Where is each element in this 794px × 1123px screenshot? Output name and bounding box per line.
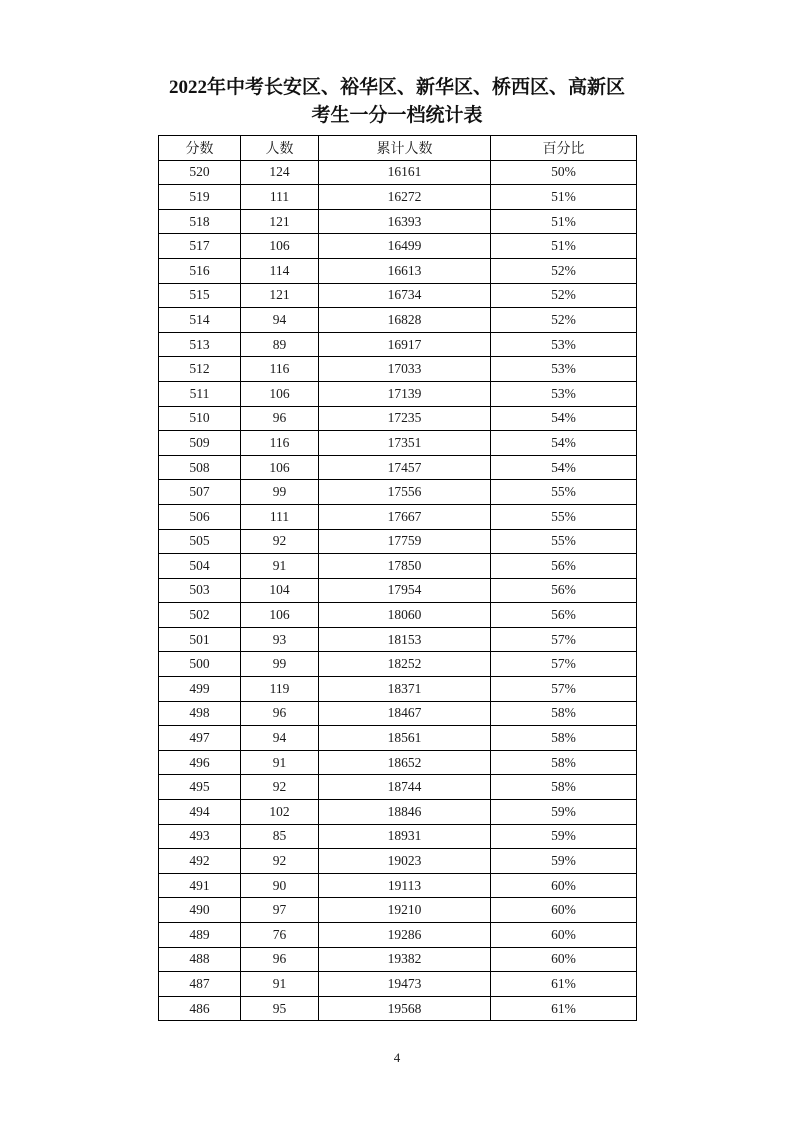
cell-score: 507 — [159, 480, 241, 505]
cell-count: 89 — [241, 332, 319, 357]
table-body — [159, 160, 637, 1021]
table-row — [159, 775, 637, 800]
cell-cumulative-count: 19382 — [319, 947, 491, 972]
cell-percentage: 58% — [491, 775, 637, 800]
cell-count: 92 — [241, 849, 319, 874]
cell-cumulative-count: 16272 — [319, 185, 491, 210]
cell-score: 495 — [159, 775, 241, 800]
table-row — [159, 726, 637, 751]
table-header-row — [159, 136, 637, 161]
table-row — [159, 431, 637, 456]
table-row — [159, 357, 637, 382]
cell-cumulative-count: 19286 — [319, 923, 491, 948]
cell-score: 520 — [159, 160, 241, 185]
cell-percentage: 60% — [491, 873, 637, 898]
cell-score: 506 — [159, 504, 241, 529]
cell-count: 96 — [241, 406, 319, 431]
cell-score: 503 — [159, 578, 241, 603]
cell-cumulative-count: 16393 — [319, 209, 491, 234]
cell-score: 492 — [159, 849, 241, 874]
cell-percentage: 50% — [491, 160, 637, 185]
cell-score: 500 — [159, 652, 241, 677]
cell-score: 494 — [159, 800, 241, 825]
cell-score: 516 — [159, 258, 241, 283]
cell-count: 95 — [241, 996, 319, 1021]
cell-count: 96 — [241, 947, 319, 972]
cell-percentage: 57% — [491, 677, 637, 702]
cell-count: 102 — [241, 800, 319, 825]
cell-count: 106 — [241, 455, 319, 480]
cell-count: 94 — [241, 726, 319, 751]
cell-score: 488 — [159, 947, 241, 972]
cell-count: 91 — [241, 972, 319, 997]
cell-score: 487 — [159, 972, 241, 997]
cell-percentage: 58% — [491, 726, 637, 751]
document-title-line-2: 考生一分一档统计表 — [311, 105, 483, 126]
table-row — [159, 947, 637, 972]
cell-cumulative-count: 18931 — [319, 824, 491, 849]
cell-score: 513 — [159, 332, 241, 357]
cell-cumulative-count: 16161 — [319, 160, 491, 185]
cell-cumulative-count: 17457 — [319, 455, 491, 480]
table-row — [159, 578, 637, 603]
cell-cumulative-count: 17954 — [319, 578, 491, 603]
cell-score: 491 — [159, 873, 241, 898]
table-row — [159, 504, 637, 529]
cell-score: 502 — [159, 603, 241, 628]
cell-cumulative-count: 16499 — [319, 234, 491, 259]
cell-cumulative-count: 16917 — [319, 332, 491, 357]
cell-cumulative-count: 17850 — [319, 554, 491, 579]
cell-percentage: 60% — [491, 923, 637, 948]
cell-percentage: 56% — [491, 554, 637, 579]
score-distribution-table — [158, 135, 637, 1021]
cell-count: 91 — [241, 750, 319, 775]
document-title-line-1: 2022年中考长安区、裕华区、新华区、桥西区、高新区 — [168, 77, 625, 98]
cell-count: 96 — [241, 701, 319, 726]
cell-percentage: 57% — [491, 652, 637, 677]
cell-score: 501 — [159, 627, 241, 652]
cell-count: 92 — [241, 529, 319, 554]
cell-percentage: 61% — [491, 972, 637, 997]
cell-cumulative-count: 18371 — [319, 677, 491, 702]
cell-count: 106 — [241, 603, 319, 628]
cell-score: 515 — [159, 283, 241, 308]
cell-count: 124 — [241, 160, 319, 185]
cell-count: 92 — [241, 775, 319, 800]
cell-count: 85 — [241, 824, 319, 849]
table-row — [159, 209, 637, 234]
table-row — [159, 381, 637, 406]
cell-score: 493 — [159, 824, 241, 849]
cell-score: 518 — [159, 209, 241, 234]
table-row — [159, 283, 637, 308]
cell-cumulative-count: 18744 — [319, 775, 491, 800]
cell-count: 121 — [241, 283, 319, 308]
table-row — [159, 824, 637, 849]
cell-count: 119 — [241, 677, 319, 702]
cell-cumulative-count: 18561 — [319, 726, 491, 751]
cell-score: 496 — [159, 750, 241, 775]
cell-percentage: 55% — [491, 480, 637, 505]
table-row — [159, 996, 637, 1021]
table-row — [159, 849, 637, 874]
cell-percentage: 59% — [491, 849, 637, 874]
table-row — [159, 652, 637, 677]
cell-cumulative-count: 17351 — [319, 431, 491, 456]
cell-percentage: 51% — [491, 234, 637, 259]
cell-cumulative-count: 18252 — [319, 652, 491, 677]
cell-score: 508 — [159, 455, 241, 480]
cell-cumulative-count: 19113 — [319, 873, 491, 898]
cell-percentage: 54% — [491, 431, 637, 456]
table-row — [159, 529, 637, 554]
table-row — [159, 873, 637, 898]
cell-percentage: 57% — [491, 627, 637, 652]
page-number: 4 — [393, 1050, 401, 1065]
cell-percentage: 52% — [491, 283, 637, 308]
cell-percentage: 53% — [491, 332, 637, 357]
cell-count: 99 — [241, 652, 319, 677]
cell-cumulative-count: 16734 — [319, 283, 491, 308]
table-row — [159, 677, 637, 702]
table-row — [159, 480, 637, 505]
cell-percentage: 56% — [491, 578, 637, 603]
cell-score: 511 — [159, 381, 241, 406]
cell-count: 121 — [241, 209, 319, 234]
header-count: 人数 — [241, 136, 319, 161]
table-row — [159, 898, 637, 923]
cell-score: 505 — [159, 529, 241, 554]
cell-score: 489 — [159, 923, 241, 948]
cell-percentage: 60% — [491, 898, 637, 923]
cell-score: 517 — [159, 234, 241, 259]
header-cumulative-count: 累计人数 — [319, 136, 491, 161]
cell-cumulative-count: 19023 — [319, 849, 491, 874]
table-row — [159, 923, 637, 948]
table-row — [159, 627, 637, 652]
table-row — [159, 603, 637, 628]
cell-score: 499 — [159, 677, 241, 702]
table-row — [159, 701, 637, 726]
cell-count: 94 — [241, 308, 319, 333]
cell-cumulative-count: 17556 — [319, 480, 491, 505]
cell-count: 114 — [241, 258, 319, 283]
cell-score: 509 — [159, 431, 241, 456]
cell-percentage: 55% — [491, 529, 637, 554]
cell-cumulative-count: 19473 — [319, 972, 491, 997]
cell-cumulative-count: 17759 — [319, 529, 491, 554]
cell-percentage: 58% — [491, 701, 637, 726]
cell-cumulative-count: 18652 — [319, 750, 491, 775]
table-row — [159, 234, 637, 259]
table-row — [159, 972, 637, 997]
table-row — [159, 185, 637, 210]
table-row — [159, 554, 637, 579]
table-row — [159, 308, 637, 333]
cell-count: 90 — [241, 873, 319, 898]
cell-cumulative-count: 17235 — [319, 406, 491, 431]
cell-percentage: 60% — [491, 947, 637, 972]
cell-count: 97 — [241, 898, 319, 923]
cell-count: 106 — [241, 381, 319, 406]
cell-percentage: 53% — [491, 357, 637, 382]
cell-count: 116 — [241, 431, 319, 456]
cell-cumulative-count: 18467 — [319, 701, 491, 726]
table-row — [159, 406, 637, 431]
cell-cumulative-count: 18060 — [319, 603, 491, 628]
cell-percentage: 61% — [491, 996, 637, 1021]
cell-count: 116 — [241, 357, 319, 382]
cell-cumulative-count: 18846 — [319, 800, 491, 825]
cell-count: 76 — [241, 923, 319, 948]
header-percentage: 百分比 — [491, 136, 637, 161]
cell-count: 99 — [241, 480, 319, 505]
table-row — [159, 332, 637, 357]
cell-percentage: 51% — [491, 209, 637, 234]
table-row — [159, 160, 637, 185]
cell-score: 497 — [159, 726, 241, 751]
cell-score: 486 — [159, 996, 241, 1021]
cell-cumulative-count: 19568 — [319, 996, 491, 1021]
table-row — [159, 750, 637, 775]
cell-percentage: 59% — [491, 800, 637, 825]
cell-cumulative-count: 17667 — [319, 504, 491, 529]
cell-percentage: 59% — [491, 824, 637, 849]
cell-cumulative-count: 17033 — [319, 357, 491, 382]
cell-score: 498 — [159, 701, 241, 726]
cell-percentage: 54% — [491, 406, 637, 431]
document-title — [0, 74, 794, 130]
cell-percentage: 51% — [491, 185, 637, 210]
cell-percentage: 55% — [491, 504, 637, 529]
cell-count: 93 — [241, 627, 319, 652]
cell-score: 510 — [159, 406, 241, 431]
cell-score: 514 — [159, 308, 241, 333]
cell-percentage: 52% — [491, 258, 637, 283]
table-row — [159, 258, 637, 283]
cell-cumulative-count: 16613 — [319, 258, 491, 283]
cell-percentage: 53% — [491, 381, 637, 406]
cell-count: 111 — [241, 185, 319, 210]
cell-percentage: 56% — [491, 603, 637, 628]
cell-score: 512 — [159, 357, 241, 382]
cell-count: 111 — [241, 504, 319, 529]
table-row — [159, 455, 637, 480]
cell-cumulative-count: 17139 — [319, 381, 491, 406]
cell-cumulative-count: 16828 — [319, 308, 491, 333]
cell-cumulative-count: 18153 — [319, 627, 491, 652]
cell-cumulative-count: 19210 — [319, 898, 491, 923]
cell-count: 104 — [241, 578, 319, 603]
table-row — [159, 800, 637, 825]
cell-score: 490 — [159, 898, 241, 923]
cell-percentage: 54% — [491, 455, 637, 480]
cell-score: 504 — [159, 554, 241, 579]
cell-score: 519 — [159, 185, 241, 210]
cell-count: 106 — [241, 234, 319, 259]
cell-count: 91 — [241, 554, 319, 579]
header-score: 分数 — [159, 136, 241, 161]
cell-percentage: 58% — [491, 750, 637, 775]
cell-percentage: 52% — [491, 308, 637, 333]
